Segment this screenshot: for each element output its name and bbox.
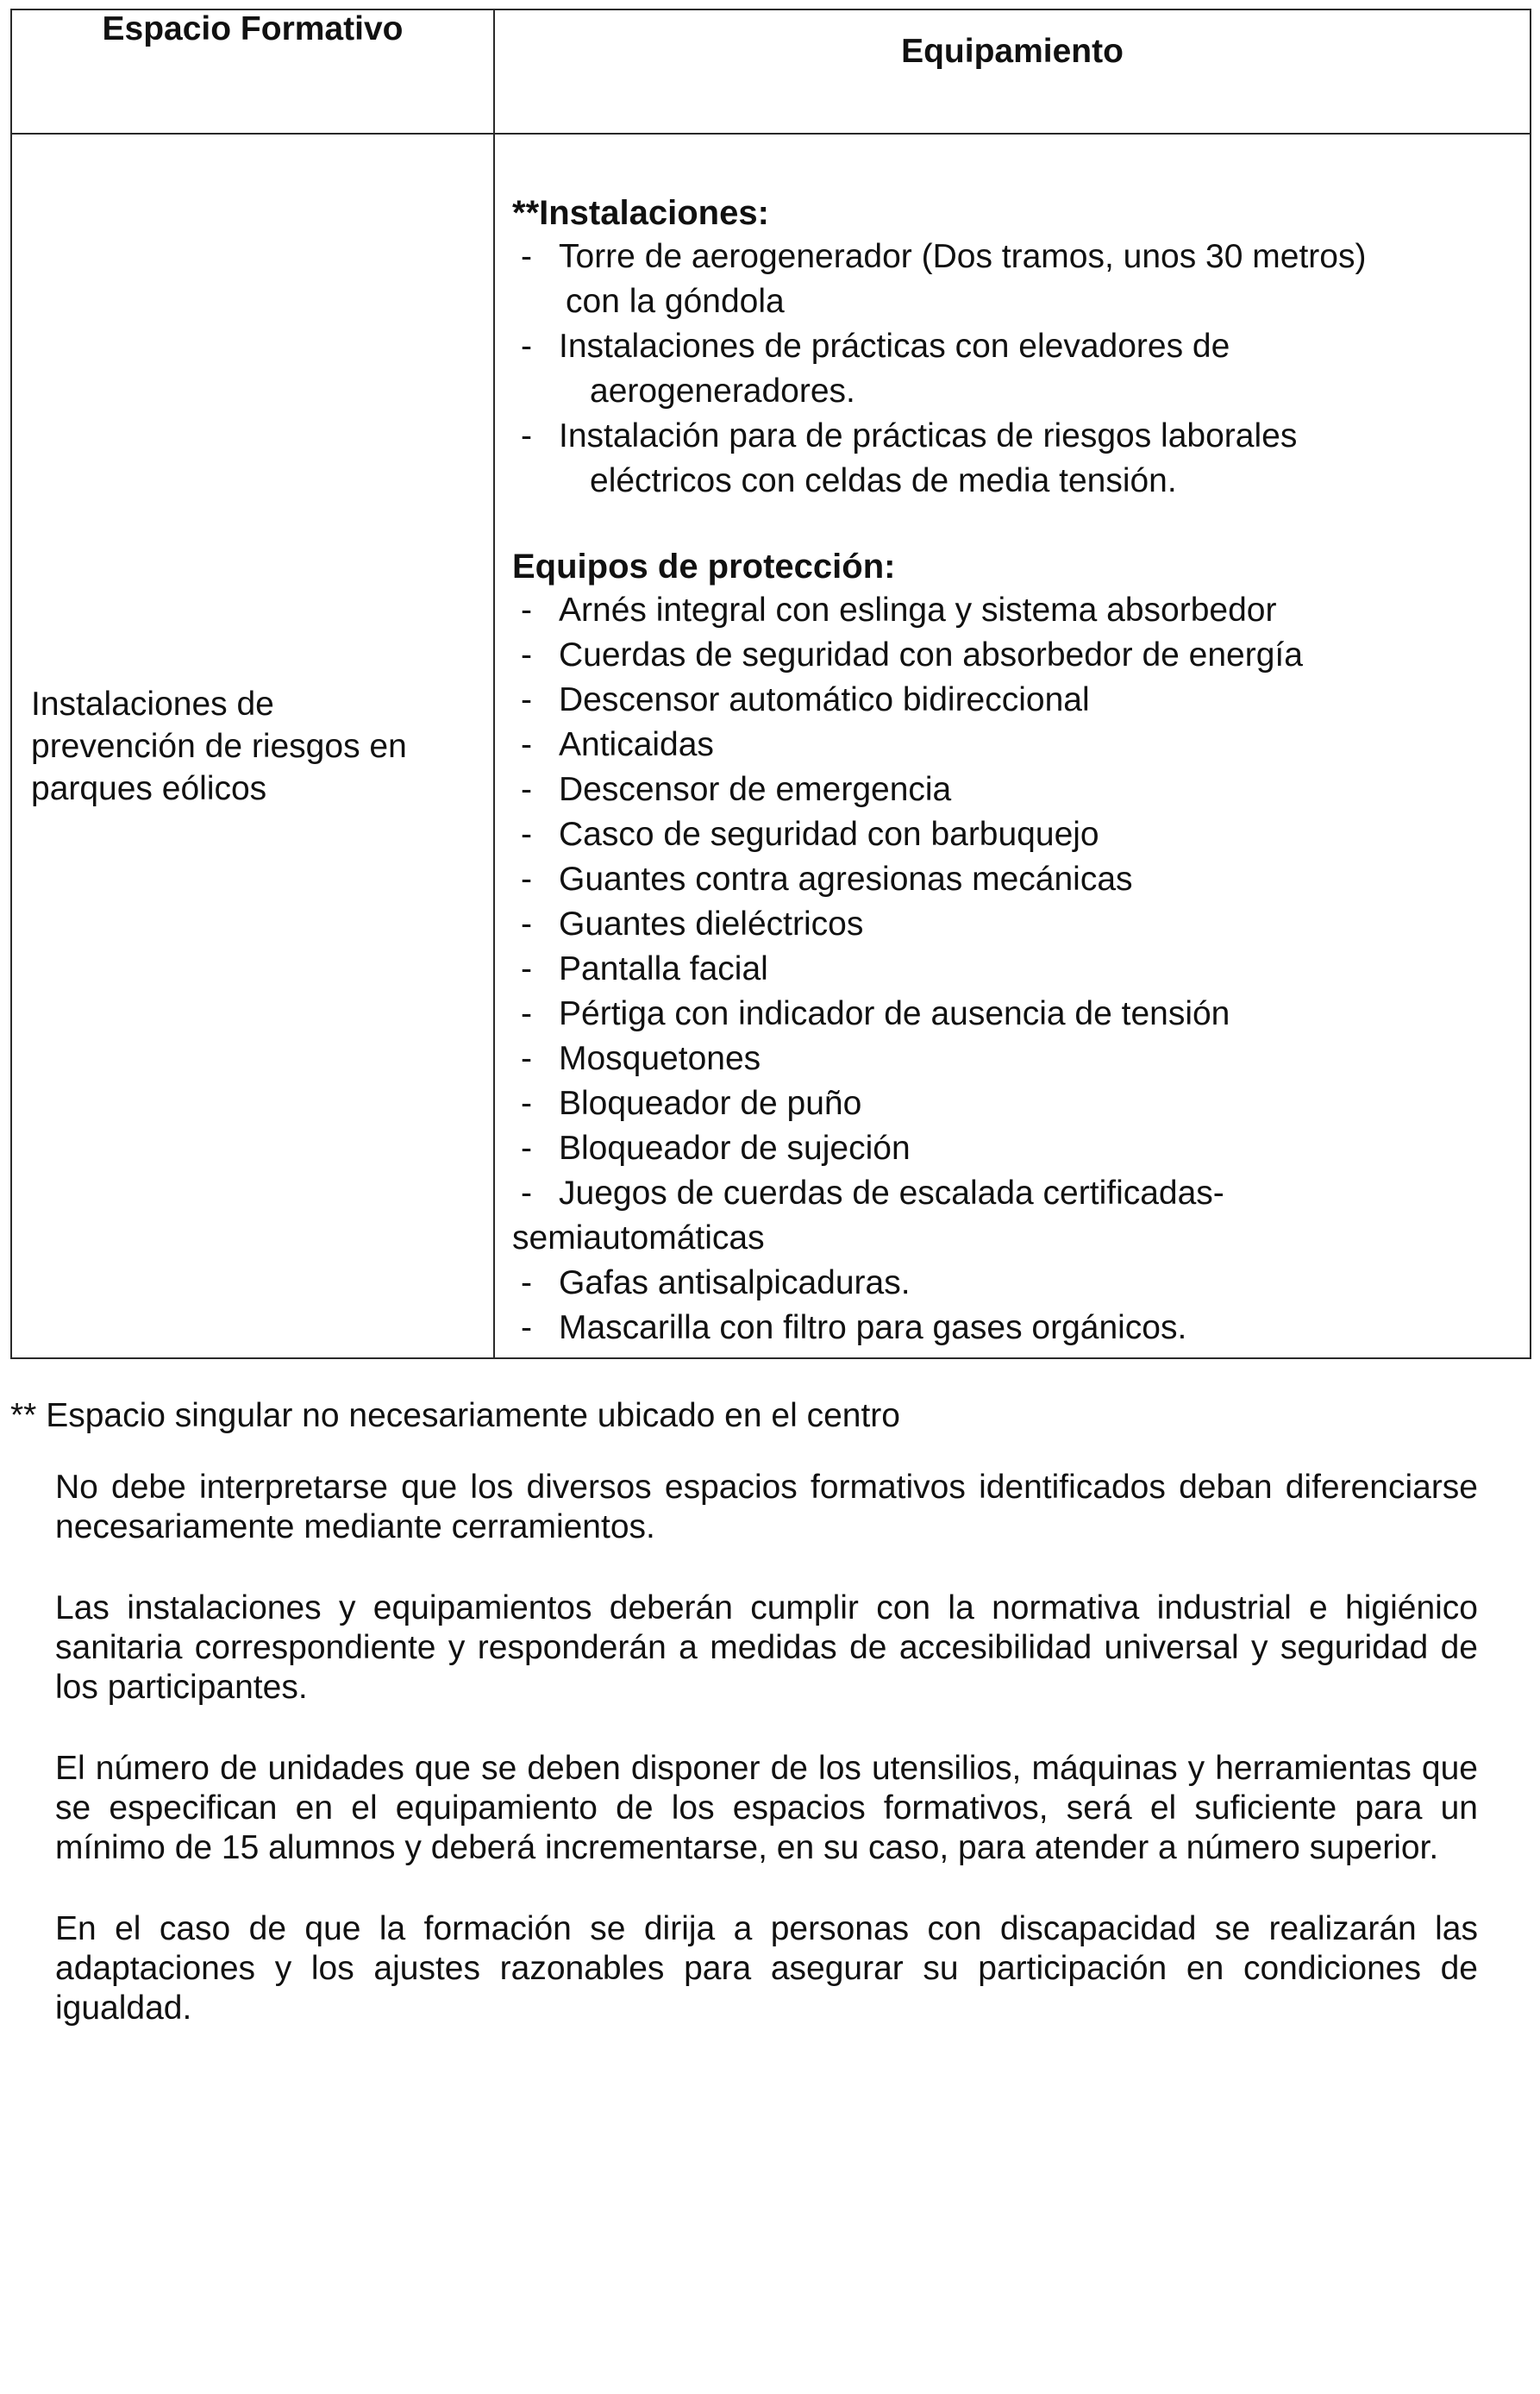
list-item: [512, 1126, 1495, 1171]
list-item: [512, 723, 1495, 768]
dash-bullet: -: [521, 726, 532, 763]
dash-bullet: -: [521, 1085, 532, 1122]
list-item: [512, 992, 1495, 1037]
list-item-text: Pantalla facial: [559, 950, 768, 987]
dash-bullet: -: [521, 771, 532, 808]
list-item: [512, 812, 1495, 857]
space-name-line: parques eólicos: [31, 769, 267, 807]
list-item-text: Juegos de cuerdas de escalada certificadas-: [559, 1175, 1224, 1212]
dash-bullet: -: [521, 636, 532, 674]
list-item-continuation: con la góndola: [566, 283, 785, 320]
list-item: [512, 1171, 1495, 1261]
list-item-text: Torre de aerogenerador (Dos tramos, unos 30 metros): [559, 238, 1367, 275]
dash-bullet: -: [521, 861, 532, 898]
space-name-line: Instalaciones de: [31, 685, 274, 723]
dash-bullet: -: [521, 328, 532, 365]
dash-bullet: -: [521, 906, 532, 943]
dash-bullet: -: [521, 1264, 532, 1301]
list-item-text: Guantes contra agresionas mecánicas: [559, 861, 1133, 898]
list-item: [512, 768, 1495, 812]
paragraph: En el caso de que la formación se dirija a personas con discapacidad se realizarán las adaptaciones y los ajustes razonables para asegurar su participación en condiciones de igualdad.: [55, 1910, 1478, 2027]
dash-bullet: -: [521, 950, 532, 987]
list-item-text: Descensor de emergencia: [559, 771, 952, 808]
list-item-text: Instalaciones de prácticas con elevadores de: [559, 328, 1230, 365]
list-item-text: Mosquetones: [559, 1040, 761, 1077]
dash-bullet: -: [521, 592, 532, 629]
list-item: [512, 1037, 1495, 1081]
list-item-text: Gafas antisalpicaduras.: [559, 1264, 911, 1301]
table-header-row: [11, 9, 1531, 134]
paragraph: El número de unidades que se deben disponer de los utensilios, máquinas y herramientas que se especifican en el equipamiento de los espacios formativos, será el suficiente para un mínimo de 15 alumnos y deberá incrementarse, en su caso, para atender a número superior.: [55, 1750, 1478, 1866]
dash-bullet: -: [521, 995, 532, 1032]
dash-bullet: -: [521, 1130, 532, 1167]
list-item-text: Anticaidas: [559, 726, 714, 763]
space-name-line: prevención de riesgos en: [31, 727, 407, 765]
list-item-text: Bloqueador de puño: [559, 1085, 862, 1122]
list-item: [512, 324, 1495, 414]
list-item-text: Descensor automático bidireccional: [559, 681, 1090, 718]
list-item-continuation: semiautomáticas: [512, 1219, 765, 1257]
table-row: [11, 134, 1531, 1358]
header-equipamiento: Equipamiento: [494, 9, 1531, 134]
protection-list: [512, 588, 1495, 1351]
list-item: [512, 1081, 1495, 1126]
list-item-continuation: aerogeneradores.: [590, 373, 855, 410]
dash-bullet: -: [521, 1040, 532, 1077]
list-item: [512, 1306, 1495, 1351]
list-item-text: Arnés integral con eslinga y sistema absorbedor: [559, 592, 1277, 629]
list-item-text: Instalación para de prácticas de riesgos laborales: [559, 417, 1298, 454]
section-gap: [512, 504, 1495, 545]
list-item: [512, 1261, 1495, 1306]
header-espacio-formativo: Espacio Formativo: [11, 9, 494, 134]
dash-bullet: -: [521, 816, 532, 853]
list-item: [512, 857, 1495, 902]
list-item: [512, 678, 1495, 723]
list-item: [512, 902, 1495, 947]
list-item: [512, 947, 1495, 992]
equipment-cell: [494, 134, 1531, 1358]
protection-title: Equipos de protección:: [512, 548, 896, 586]
footnote: ** Espacio singular no necesariamente ubicado en el centro: [10, 1397, 900, 1434]
list-item-text: Pértiga con indicador de ausencia de tensión: [559, 995, 1230, 1032]
dash-bullet: -: [521, 417, 532, 454]
space-name-cell: [11, 134, 494, 1358]
list-item-text: Mascarilla con filtro para gases orgánicos.: [559, 1309, 1187, 1346]
dash-bullet: -: [521, 1175, 532, 1212]
list-item: [512, 588, 1495, 633]
paragraph: No debe interpretarse que los diversos espacios formativos identificados deban diferenciarse necesariamente mediante cerramientos.: [55, 1469, 1478, 1545]
list-item-continuation: eléctricos con celdas de media tensión.: [590, 462, 1177, 499]
notes-section: [55, 1468, 1478, 2070]
list-item-text: Casco de seguridad con barbuquejo: [559, 816, 1099, 853]
dash-bullet: -: [521, 1309, 532, 1346]
installations-title: **Instalaciones:: [512, 194, 769, 232]
paragraph: Las instalaciones y equipamientos deberán cumplir con la normativa industrial e higiénico sanitaria correspondiente y responderán a medidas de accesibilidad universal y seguridad de los participantes.: [55, 1589, 1478, 1706]
installations-list: [512, 235, 1495, 504]
list-item-text: Bloqueador de sujeción: [559, 1130, 911, 1167]
dash-bullet: -: [521, 238, 532, 275]
dash-bullet: -: [521, 681, 532, 718]
list-item-text: Cuerdas de seguridad con absorbedor de energía: [559, 636, 1303, 674]
list-item: [512, 235, 1495, 324]
equipment-table: [10, 9, 1531, 1359]
list-item: [512, 414, 1495, 504]
list-item: [512, 633, 1495, 678]
list-item-text: Guantes dieléctricos: [559, 906, 864, 943]
